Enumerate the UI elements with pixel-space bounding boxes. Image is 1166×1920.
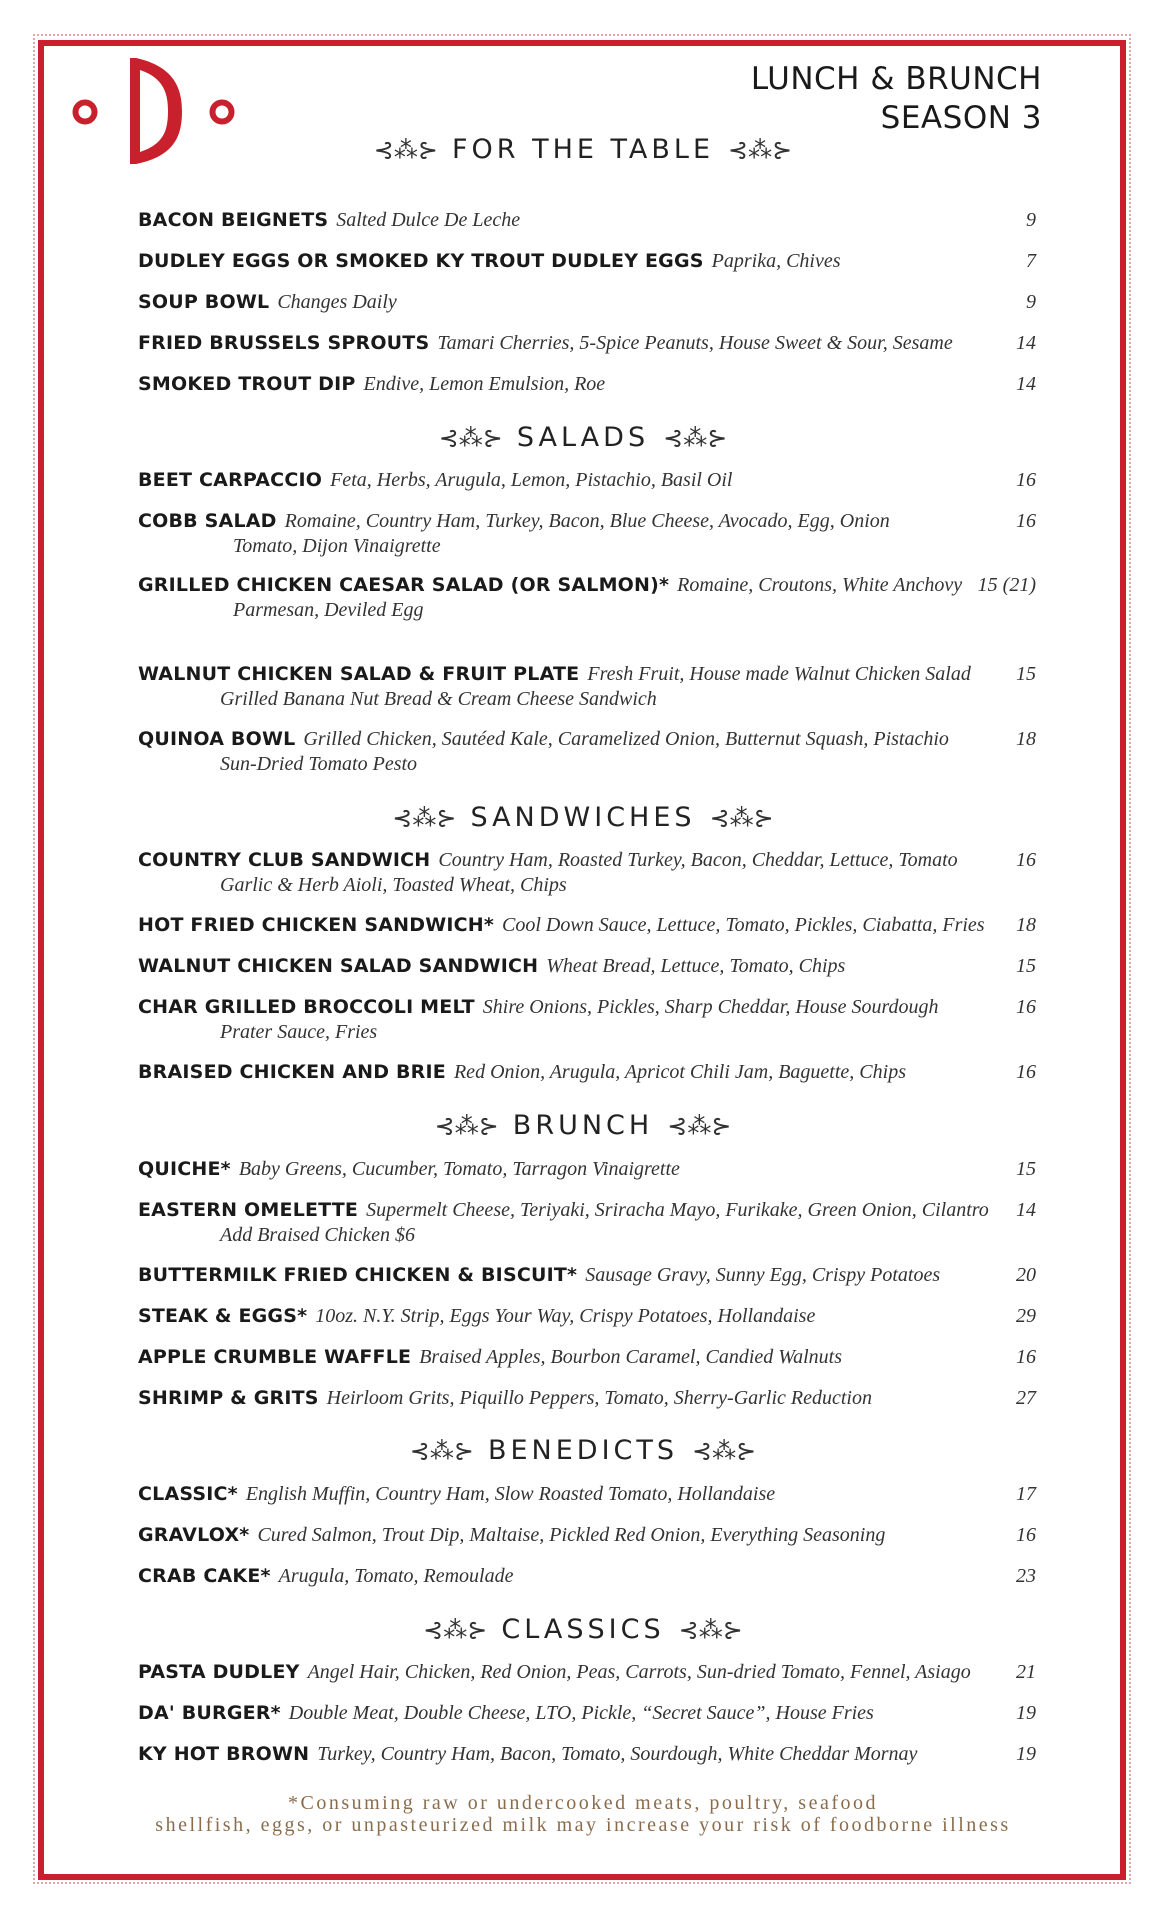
item-price: 19 [1016, 1702, 1036, 1724]
item-name: GRILLED CHICKEN CAESAR SALAD (OR SALMON)* [138, 574, 670, 596]
item-description-continued: Garlic & Herb Aioli, Toasted Wheat, Chips [220, 874, 567, 896]
disclaimer-line-2: shellfish, eggs, or unpasteurized milk may increase your risk of foodborne illness [155, 1814, 1011, 1836]
menu-item [138, 331, 1036, 356]
item-price: 14 [1016, 1199, 1036, 1221]
item-name: DA' BURGER* [138, 1702, 281, 1724]
item-description: Sausage Gravy, Sunny Egg, Crispy Potatoes [585, 1264, 941, 1286]
menu-item [138, 1701, 1036, 1726]
item-price: 9 [1026, 209, 1036, 231]
item-price: 9 [1026, 291, 1036, 313]
item-description: Fresh Fruit, House made Walnut Chicken Salad [587, 663, 971, 685]
item-description: Arugula, Tomato, Remoulade [278, 1565, 514, 1587]
item-price: 15 [1016, 1158, 1036, 1180]
item-name: SOUP BOWL [138, 291, 270, 313]
item-price: 7 [1026, 250, 1036, 272]
item-price: 21 [1016, 1661, 1036, 1683]
item-name: STEAK & EGGS* [138, 1305, 308, 1327]
menu-item [138, 1660, 1036, 1685]
item-name: KY HOT BROWN [138, 1743, 310, 1765]
item-name: QUINOA BOWL [138, 728, 296, 750]
item-price: 14 [1016, 332, 1036, 354]
menu-item [138, 662, 1036, 712]
item-price: 16 [1016, 1061, 1036, 1083]
menu-item [138, 372, 1036, 397]
section-heading-text: BENEDICTS [487, 1435, 679, 1466]
ornament-right-icon: ⊰⁂⊱ [678, 1616, 743, 1644]
item-description: Braised Apples, Bourbon Caramel, Candied Walnuts [419, 1346, 842, 1368]
menu-item [138, 1482, 1036, 1507]
item-name: APPLE CRUMBLE WAFFLE [138, 1346, 412, 1368]
menu-item [138, 1304, 1036, 1329]
item-description: Paprika, Chives [711, 250, 841, 272]
menu-item [138, 208, 1036, 233]
food-safety-disclaimer [0, 1792, 1166, 1836]
item-name: CLASSIC* [138, 1483, 238, 1505]
item-name: BRAISED CHICKEN AND BRIE [138, 1061, 446, 1083]
item-description-continued: Grilled Banana Nut Bread & Cream Cheese Sandwich [220, 688, 657, 710]
item-name: QUICHE* [138, 1158, 231, 1180]
section-heading-text: FOR THE TABLE [451, 134, 715, 165]
section-heading-text: CLASSICS [501, 1614, 665, 1645]
section-heading-benedicts [0, 1435, 1166, 1466]
item-price: 15 [1016, 955, 1036, 977]
item-price: 16 [1016, 1346, 1036, 1368]
item-description-continued: Tomato, Dijon Vinaigrette [233, 535, 441, 557]
ornament-left-icon: ⊰⁂⊱ [438, 424, 503, 452]
item-description: Red Onion, Arugula, Apricot Chili Jam, Baguette, Chips [453, 1061, 906, 1083]
item-name: COUNTRY CLUB SANDWICH [138, 849, 431, 871]
menu-item [138, 1742, 1036, 1767]
menu-item [138, 954, 1036, 979]
item-description: Cured Salmon, Trout Dip, Maltaise, Pickled Red Onion, Everything Seasoning [257, 1524, 886, 1546]
item-price: 18 [1016, 914, 1036, 936]
item-name: PASTA DUDLEY [138, 1661, 300, 1683]
item-price: 16 [1016, 510, 1036, 532]
menu-item [138, 1263, 1036, 1288]
item-name: DUDLEY EGGS OR SMOKED KY TROUT DUDLEY EGGS [138, 250, 704, 272]
item-name: GRAVLOX* [138, 1524, 250, 1546]
item-description: English Muffin, Country Ham, Slow Roasted Tomato, Hollandaise [245, 1483, 776, 1505]
item-description: Romaine, Country Ham, Turkey, Bacon, Blue Cheese, Avocado, Egg, Onion [284, 510, 890, 532]
item-price: 16 [1016, 996, 1036, 1018]
menu-item [138, 1198, 1036, 1248]
item-price: 23 [1016, 1565, 1036, 1587]
menu-item [138, 290, 1036, 315]
item-description: Turkey, Country Ham, Bacon, Tomato, Sourdough, White Cheddar Mornay [317, 1743, 918, 1765]
ornament-right-icon: ⊰⁂⊱ [663, 424, 728, 452]
section-heading-salads [0, 422, 1166, 453]
item-name: WALNUT CHICKEN SALAD SANDWICH [138, 955, 539, 977]
item-name: WALNUT CHICKEN SALAD & FRUIT PLATE [138, 663, 580, 685]
item-name: BEET CARPACCIO [138, 469, 323, 491]
item-description-continued: Sun-Dried Tomato Pesto [220, 753, 418, 775]
menu-item [138, 468, 1036, 493]
menu-item [138, 1564, 1036, 1589]
ornament-right-icon: ⊰⁂⊱ [709, 804, 774, 832]
item-name: EASTERN OMELETTE [138, 1199, 359, 1221]
ornament-right-icon: ⊰⁂⊱ [667, 1112, 732, 1140]
item-name: COBB SALAD [138, 510, 277, 532]
item-name: FRIED BRUSSELS SPROUTS [138, 332, 430, 354]
item-description: Double Meat, Double Cheese, LTO, Pickle, “Secret Sauce”, House Fries [288, 1702, 874, 1724]
item-name: CHAR GRILLED BROCCOLI MELT [138, 996, 475, 1018]
section-heading-classics [0, 1614, 1166, 1645]
item-description: Feta, Herbs, Arugula, Lemon, Pistachio, Basil Oil [330, 469, 733, 491]
menu-title [751, 60, 1042, 138]
ornament-right-icon: ⊰⁂⊱ [728, 136, 793, 164]
item-name: HOT FRIED CHICKEN SANDWICH* [138, 914, 495, 936]
ornament-right-icon: ⊰⁂⊱ [692, 1437, 757, 1465]
item-description: 10oz. N.Y. Strip, Eggs Your Way, Crispy Potatoes, Hollandaise [315, 1305, 816, 1327]
item-name: SHRIMP & GRITS [138, 1387, 319, 1409]
item-description: Angel Hair, Chicken, Red Onion, Peas, Carrots, Sun-dried Tomato, Fennel, Asiago [307, 1661, 971, 1683]
ornament-left-icon: ⊰⁂⊱ [423, 1616, 488, 1644]
disclaimer-line-1: *Consuming raw or undercooked meats, poultry, seafood [288, 1792, 878, 1814]
section-heading-sandwiches [0, 802, 1166, 833]
ornament-left-icon: ⊰⁂⊱ [392, 804, 457, 832]
menu-item [138, 573, 1036, 623]
menu-item [138, 995, 1036, 1045]
menu-item [138, 848, 1036, 898]
ornament-left-icon: ⊰⁂⊱ [373, 136, 438, 164]
item-description: Endive, Lemon Emulsion, Roe [363, 373, 606, 395]
section-heading-brunch [0, 1110, 1166, 1141]
item-description: Grilled Chicken, Sautéed Kale, Caramelized Onion, Butternut Squash, Pistachio [303, 728, 949, 750]
menu-item [138, 249, 1036, 274]
item-description: Wheat Bread, Lettuce, Tomato, Chips [546, 955, 846, 977]
item-description: Romaine, Croutons, White Anchovy [677, 574, 963, 596]
item-price: 29 [1016, 1305, 1036, 1327]
item-description: Country Ham, Roasted Turkey, Bacon, Cheddar, Lettuce, Tomato [438, 849, 958, 871]
item-price: 19 [1016, 1743, 1036, 1765]
item-description: Salted Dulce De Leche [336, 209, 521, 231]
ornament-left-icon: ⊰⁂⊱ [434, 1112, 499, 1140]
item-description-continued: Prater Sauce, Fries [220, 1021, 378, 1043]
item-description: Tamari Cherries, 5-Spice Peanuts, House Sweet & Sour, Sesame [437, 332, 953, 354]
item-name: BACON BEIGNETS [138, 209, 329, 231]
menu-item [138, 1523, 1036, 1548]
item-price: 27 [1016, 1387, 1036, 1409]
item-price: 16 [1016, 849, 1036, 871]
item-description: Changes Daily [277, 291, 397, 313]
item-description: Cool Down Sauce, Lettuce, Tomato, Pickles, Ciabatta, Fries [502, 914, 985, 936]
item-description: Heirloom Grits, Piquillo Peppers, Tomato, Sherry-Garlic Reduction [326, 1387, 872, 1409]
section-heading-for-the-table [0, 134, 1166, 165]
menu-item [138, 913, 1036, 938]
section-heading-text: BRUNCH [512, 1110, 654, 1141]
item-description: Shire Onions, Pickles, Sharp Cheddar, House Sourdough [482, 996, 939, 1018]
item-price: 15 (21) [977, 574, 1036, 596]
item-price: 15 [1016, 663, 1036, 685]
item-price: 16 [1016, 469, 1036, 491]
menu-item [138, 1345, 1036, 1370]
menu-item [138, 1157, 1036, 1182]
item-description: Baby Greens, Cucumber, Tomato, Tarragon Vinaigrette [238, 1158, 680, 1180]
item-price: 20 [1016, 1264, 1036, 1286]
ornament-left-icon: ⊰⁂⊱ [409, 1437, 474, 1465]
menu-item [138, 1060, 1036, 1085]
item-price: 17 [1016, 1483, 1036, 1505]
item-price: 18 [1016, 728, 1036, 750]
item-price: 14 [1016, 373, 1036, 395]
menu-item [138, 1386, 1036, 1411]
item-name: SMOKED TROUT DIP [138, 373, 356, 395]
menu-title-line-1: LUNCH & BRUNCH [750, 61, 1042, 97]
item-description: Supermelt Cheese, Teriyaki, Sriracha Mayo, Furikake, Green Onion, Cilantro [366, 1199, 989, 1221]
section-heading-text: SANDWICHES [470, 802, 696, 833]
item-name: CRAB CAKE* [138, 1565, 271, 1587]
menu-title-line-2: SEASON 3 [880, 100, 1042, 136]
item-name: BUTTERMILK FRIED CHICKEN & BISCUIT* [138, 1264, 578, 1286]
menu-item [138, 727, 1036, 777]
section-heading-text: SALADS [516, 422, 650, 453]
item-description-continued: Add Braised Chicken $6 [220, 1224, 415, 1246]
item-price: 16 [1016, 1524, 1036, 1546]
item-description-continued: Parmesan, Deviled Egg [233, 599, 424, 621]
menu-item [138, 509, 1036, 559]
